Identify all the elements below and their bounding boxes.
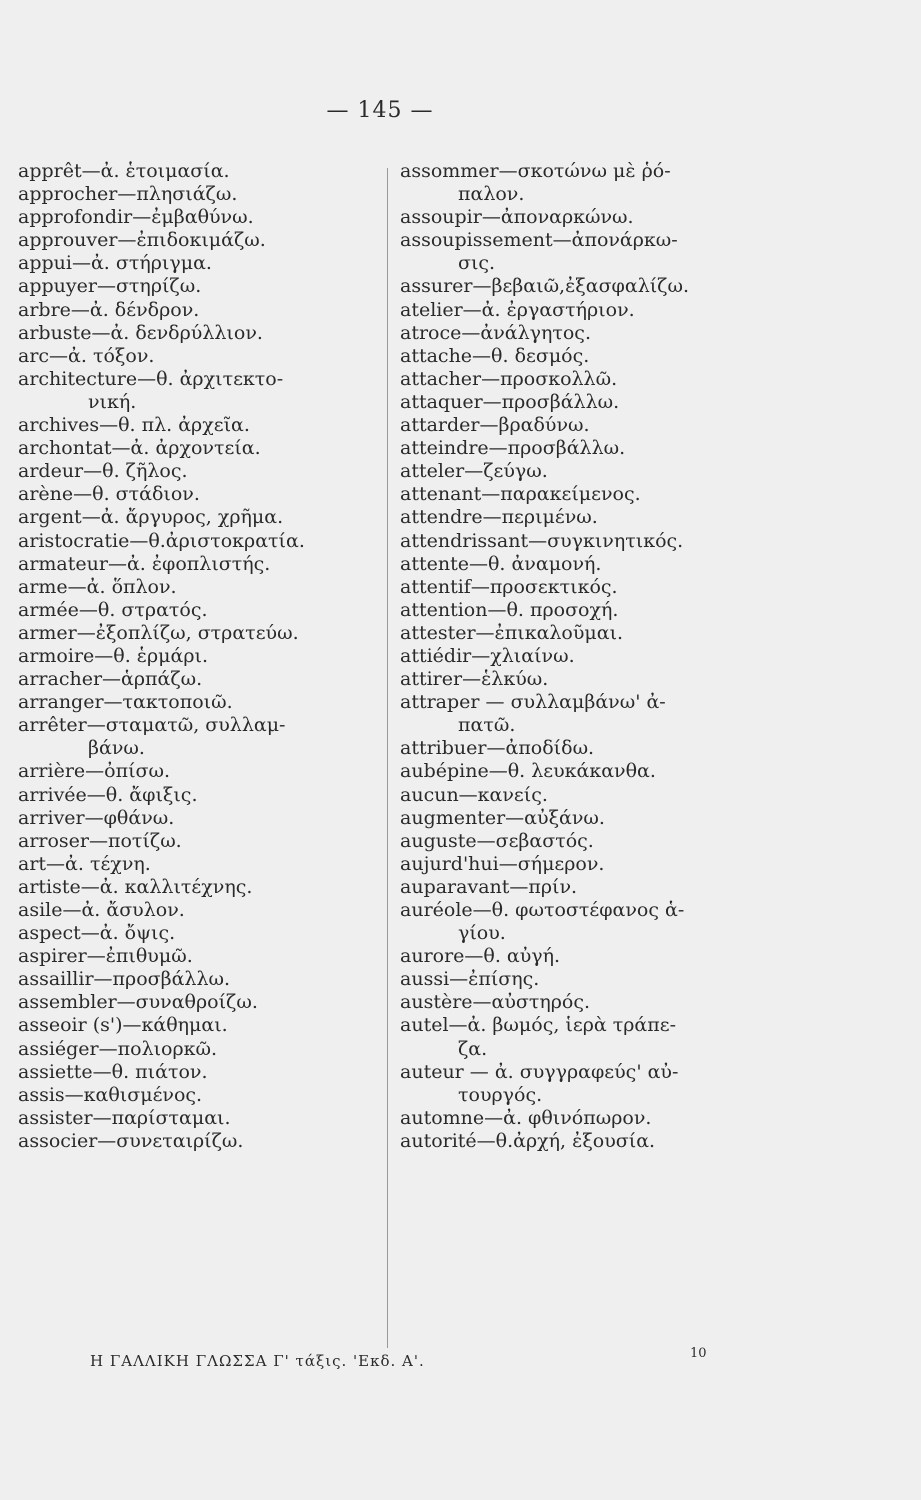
dictionary-line: aspect—ἀ. ὄψις.: [18, 922, 176, 945]
dictionary-line: πατῶ.: [458, 714, 516, 737]
dictionary-line: attribuer—ἀποδίδω.: [400, 737, 595, 760]
dictionary-line: autel—ἀ. βωμός, ἱερὰ τράπε-: [400, 1014, 677, 1037]
dictionary-line: assiette—θ. πιάτον.: [18, 1060, 208, 1083]
column-divider: [387, 168, 388, 1348]
dictionary-line: armée—θ. στρατός.: [18, 598, 208, 621]
dictionary-line: armer—ἐξοπλίζω, στρατεύω.: [18, 621, 299, 644]
dictionary-line: arène—θ. στάδιον.: [18, 483, 200, 506]
dictionary-line: σις.: [458, 252, 496, 275]
dictionary-line: approfondir—ἐμβαθύνω.: [18, 206, 254, 229]
dictionary-line: arracher—ἁρπάζω.: [18, 668, 203, 691]
dictionary-line: παλον.: [458, 183, 525, 206]
dictionary-line: assoupissement—ἀπονάρκω-: [400, 229, 678, 252]
dictionary-line: arbre—ἀ. δένδρον.: [18, 298, 200, 321]
dictionary-line: arrêter—σταματῶ, συλλαμ-: [18, 714, 286, 737]
dictionary-line: austère—αὐστηρός.: [400, 991, 591, 1014]
right-column: [400, 160, 780, 1153]
dictionary-line: atroce—ἀνάλγητος.: [400, 321, 591, 344]
dictionary-line: arriver—φθάνω.: [18, 806, 175, 829]
book-footer: Η ΓΑΛΛΙΚΗ ΓΛΩΣΣΑ Γ' τάξις. 'Εκδ. Α'.: [90, 1352, 425, 1370]
dictionary-line: atelier—ἀ. ἐργαστήριον.: [400, 298, 635, 321]
dictionary-line: attention—θ. προσοχή.: [400, 598, 619, 621]
dictionary-line: atteindre—προσβάλλω.: [400, 437, 626, 460]
dictionary-line: attente—θ. ἀναμονή.: [400, 552, 602, 575]
dictionary-line: attarder—βραδύνω.: [400, 414, 590, 437]
dictionary-line: attendrissant—συγκινητικός.: [400, 529, 684, 552]
dictionary-line: approuver—ἐπιδοκιμάζω.: [18, 229, 266, 252]
dictionary-line: auréole—θ. φωτοστέφανος ἁ-: [400, 899, 685, 921]
dictionary-line: aussi—ἐπίσης.: [400, 968, 540, 991]
dictionary-line: aucun—κανείς.: [400, 783, 548, 806]
dictionary-line: assis—καθισμένος.: [18, 1083, 203, 1106]
dictionary-line: auteur — ἀ. συγγραφεύς' αὐ-: [400, 1060, 679, 1083]
dictionary-line: attaquer—προσβάλλω.: [400, 390, 620, 413]
dictionary-line: attester—ἐπικαλοῦμαι.: [400, 621, 624, 644]
dictionary-line: attendre—περιμένω.: [400, 506, 598, 529]
dictionary-line: arranger—τακτοποιῶ.: [18, 691, 233, 714]
dictionary-line: attache—θ. δεσμός.: [400, 344, 590, 367]
dictionary-line: asile—ἀ. ἄσυλον.: [18, 899, 185, 921]
dictionary-line: aubépine—θ. λευκάκανθα.: [400, 760, 656, 783]
dictionary-line: arme—ἀ. ὅπλον.: [18, 575, 177, 598]
dictionary-line: augmenter—αὐξάνω.: [400, 806, 605, 829]
dictionary-line: aujurd'hui—σήμερον.: [400, 852, 605, 875]
dictionary-line: associer—συνεταιρίζω.: [18, 1129, 244, 1152]
dictionary-line: atteler—ζεύγω.: [400, 460, 548, 483]
dictionary-line: automne—ἀ. φθινόπωρον.: [400, 1106, 652, 1129]
dictionary-line: archontat—ἀ. ἀρχοντεία.: [18, 437, 261, 460]
dictionary-line: assommer—σκοτώνω μὲ ῥό-: [400, 160, 671, 182]
dictionary-line: apprêt—ἀ. ἑτοιμασία.: [18, 160, 230, 182]
dictionary-line: arbuste—ἀ. δενδρύλλιον.: [18, 321, 263, 344]
dictionary-line: assaillir—προσβάλλω.: [18, 968, 231, 991]
dictionary-line: βάνω.: [88, 737, 145, 760]
dictionary-line: ardeur—θ. ζῆλος.: [18, 460, 188, 483]
dictionary-line: νική.: [88, 390, 137, 413]
dictionary-line: archives—θ. πλ. ἀρχεῖα.: [18, 414, 250, 437]
dictionary-line: assoupir—ἀποναρκώνω.: [400, 206, 634, 229]
dictionary-line: appuyer—στηρίζω.: [18, 275, 202, 298]
dictionary-line: assembler—συναθροίζω.: [18, 991, 258, 1014]
dictionary-line: armoire—θ. ἑρμάρι.: [18, 644, 208, 667]
dictionary-line: arroser—ποτίζω.: [18, 829, 182, 852]
dictionary-line: approcher—πλησιάζω.: [18, 183, 238, 206]
dictionary-line: attacher—προσκολλῶ.: [400, 367, 618, 390]
dictionary-line: γίου.: [458, 922, 506, 945]
dictionary-line: art—ἀ. τέχνη.: [18, 852, 151, 875]
dictionary-line: architecture—θ. ἀρχιτεκτο-: [18, 367, 284, 390]
dictionary-line: τουργός.: [458, 1083, 543, 1106]
dictionary-line: assiéger—πολιορκῶ.: [18, 1037, 218, 1060]
dictionary-line: aspirer—ἐπιθυμῶ.: [18, 945, 193, 968]
dictionary-line: ζα.: [458, 1037, 488, 1060]
left-column: [18, 160, 378, 1153]
dictionary-line: arc—ἀ. τόξον.: [18, 344, 155, 367]
dictionary-line: appui—ἀ. στήριγμα.: [18, 252, 212, 275]
dictionary-line: attentif—προσεκτικός.: [400, 575, 618, 598]
dictionary-line: arrière—ὀπίσω.: [18, 760, 171, 783]
dictionary-line: attirer—ἑλκύω.: [400, 668, 549, 691]
dictionary-line: assurer—βεβαιῶ,ἐξασφαλίζω.: [400, 275, 690, 298]
dictionary-line: aurore—θ. αὐγή.: [400, 945, 561, 968]
dictionary-line: arrivée—θ. ἄφιξις.: [18, 783, 198, 806]
dictionary-line: artiste—ἀ. καλλιτέχνης.: [18, 875, 253, 898]
dictionary-line: attraper — συλλαμβάνω' ἀ-: [400, 691, 666, 714]
dictionary-line: auguste—σεβαστός.: [400, 829, 594, 852]
dictionary-line: armateur—ἀ. ἐφοπλιστής.: [18, 552, 271, 575]
dictionary-line: assister—παρίσταμαι.: [18, 1106, 231, 1129]
dictionary-line: argent—ἀ. ἄργυρος, χρῆμα.: [18, 506, 284, 529]
dictionary-line: asseoir (s')—κάθημαι.: [18, 1014, 228, 1037]
sheet-number: 10: [690, 1346, 707, 1361]
page-number: — 145 —: [326, 98, 434, 123]
dictionary-line: autorité—θ.ἀρχή, ἐξουσία.: [400, 1129, 656, 1152]
dictionary-line: aristocratie—θ.ἀριστοκρατία.: [18, 529, 305, 552]
dictionary-line: attenant—παρακείμενος.: [400, 483, 641, 506]
dictionary-line: auparavant—πρίν.: [400, 875, 578, 898]
dictionary-line: attiédir—χλιαίνω.: [400, 644, 575, 667]
